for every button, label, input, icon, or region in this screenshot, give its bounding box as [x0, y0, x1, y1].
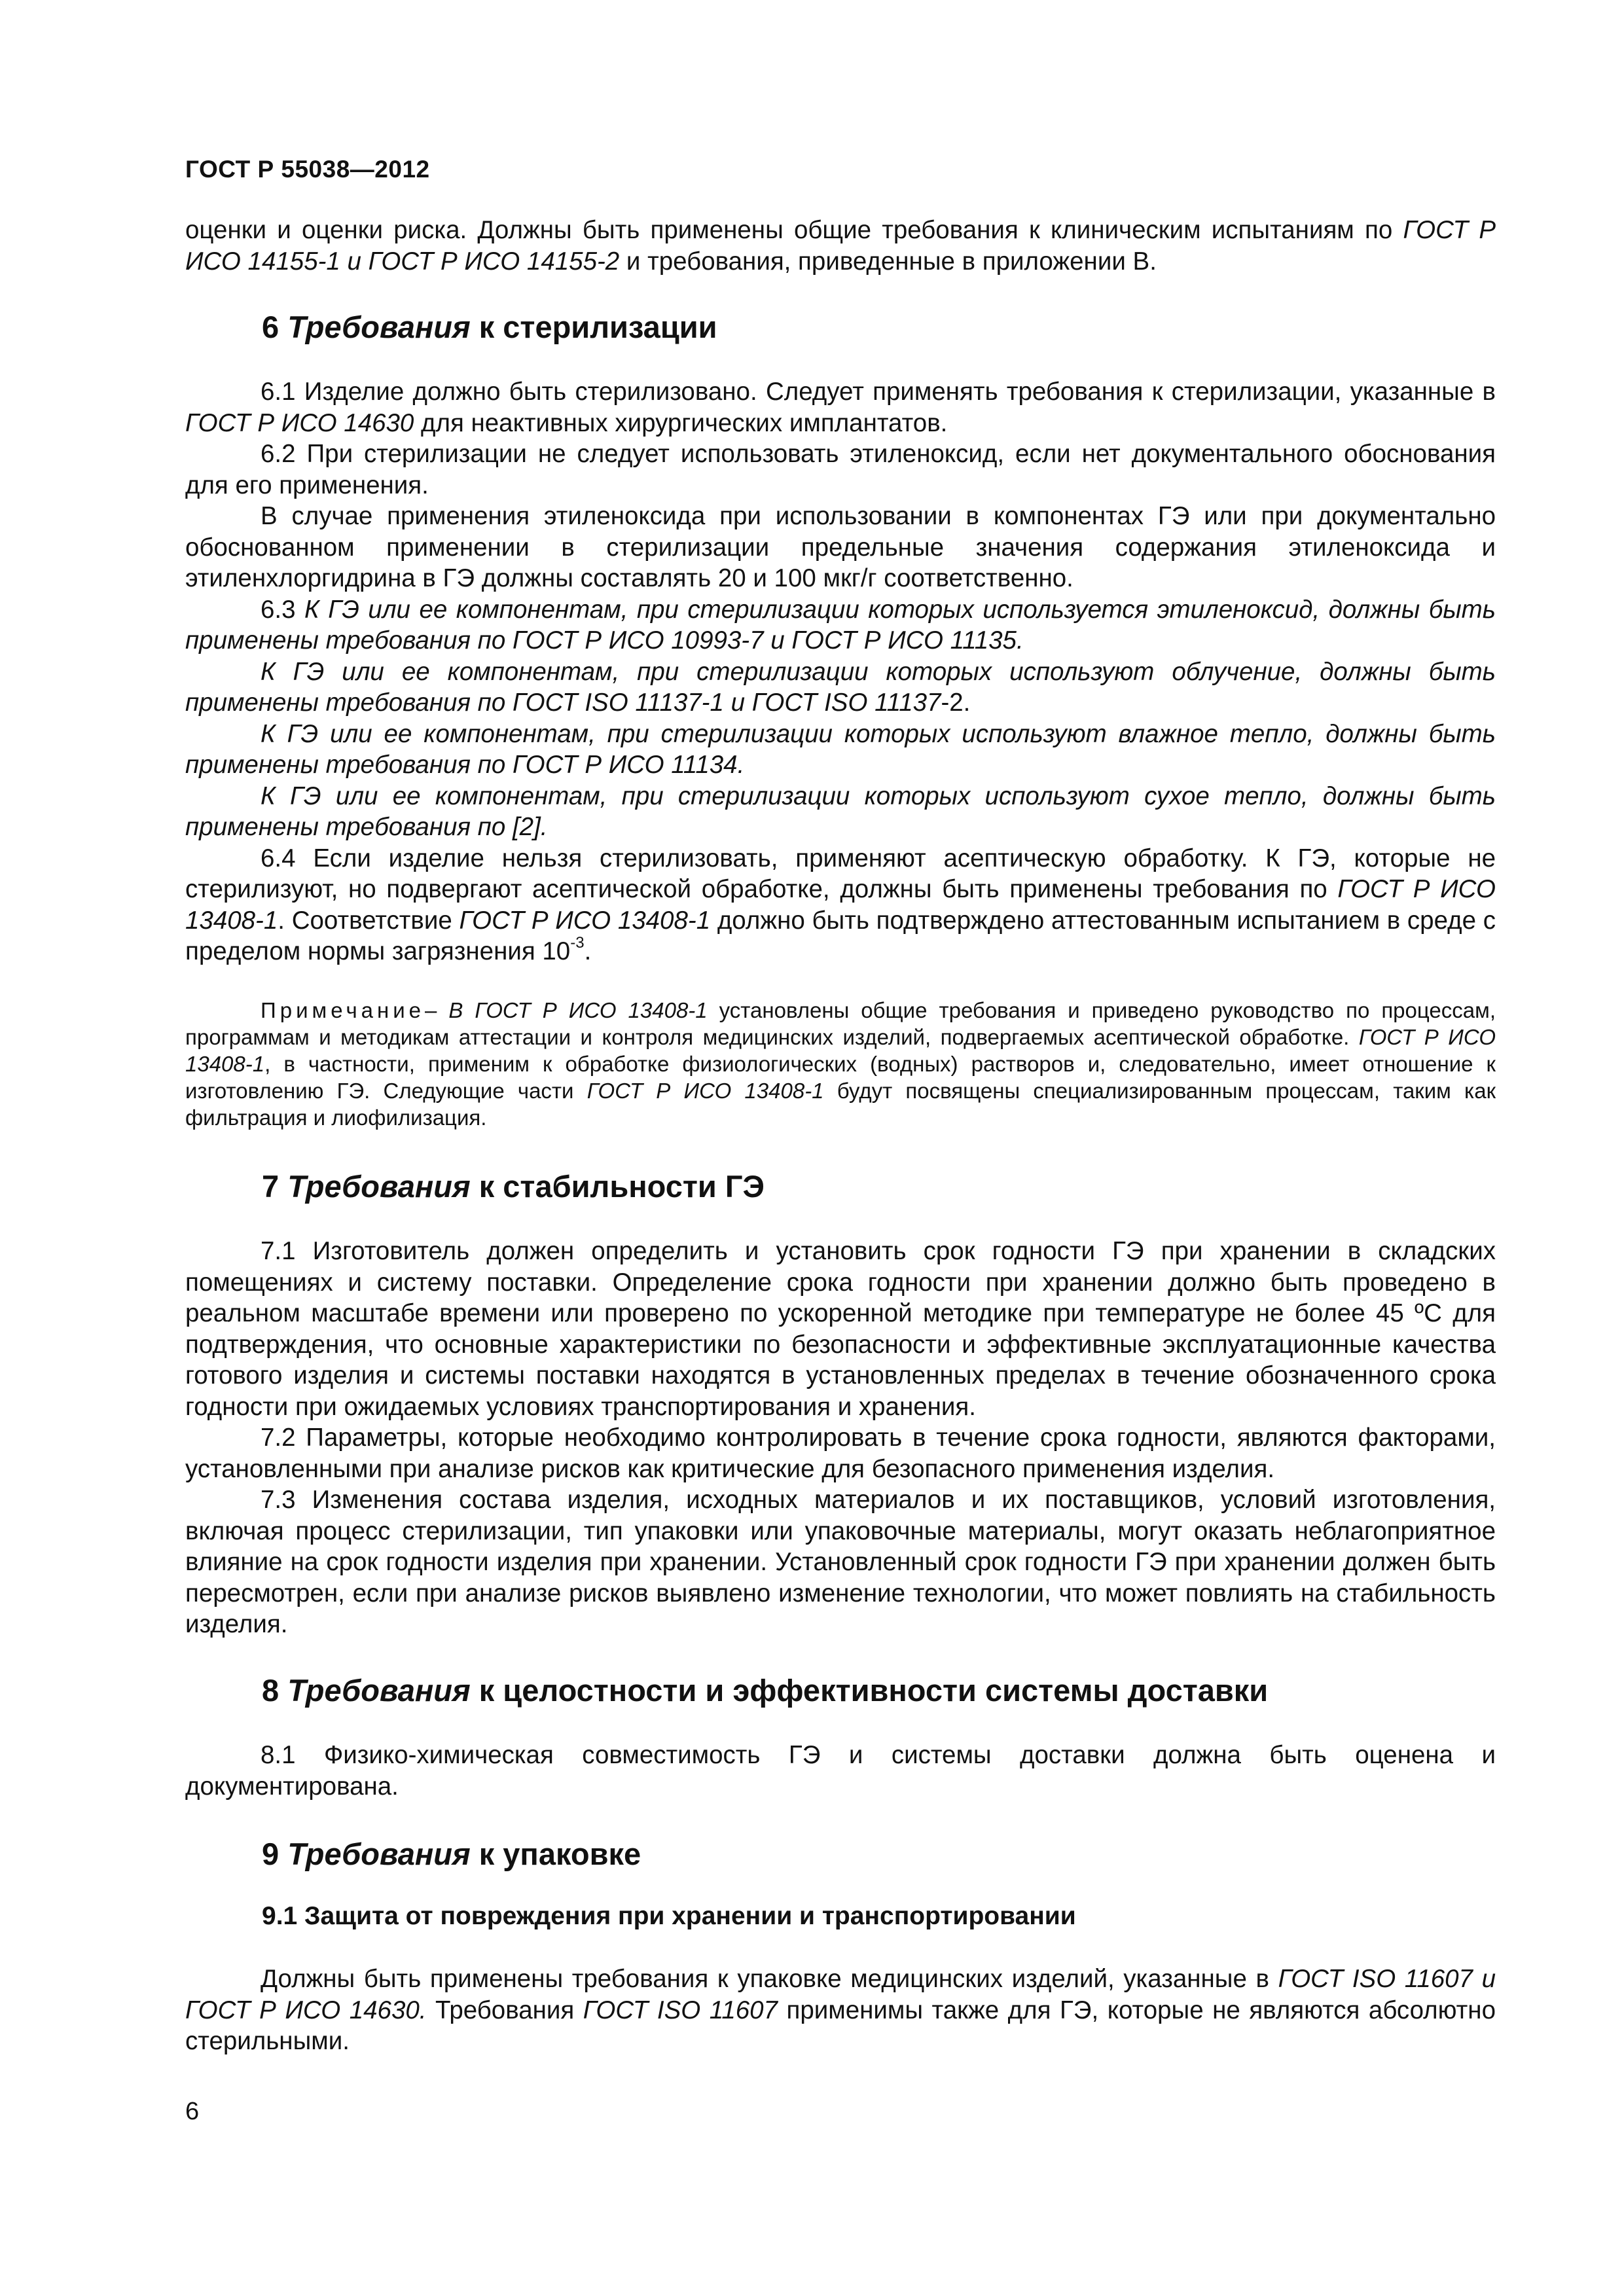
- section-6-heading: 6 Требования к стерилизации: [262, 310, 717, 344]
- section-7-heading: 7 Требования к стабильности ГЭ: [262, 1169, 765, 1204]
- paragraph-6-3-d: К ГЭ или ее компонентам, при стерилизации которых используют сухое тепло, должны быть применены требования по [2].: [185, 781, 1496, 841]
- paragraph-6-2-b: В случае применения этиленоксида при использовании в компонентах ГЭ или при документально обоснованном применении в стерилизации предельные значения содержания этиленоксида и этиленхлоргидрина в ГЭ должны составлять 20 и 100 мкг/г соответственно.: [185, 502, 1496, 592]
- paragraph-6-3-c: К ГЭ или ее компонентам, при стерилизации которых используют влажное тепло, должны быть применены требования по ГОСТ Р ИСО 11134.: [185, 719, 1496, 779]
- section-8-body: [185, 1740, 1496, 1802]
- intro-paragraph: оценки и оценки риска. Должны быть применены общие требования к клиническим испытаниям по ГОСТ Р ИСО 14155-1 и ГОСТ Р ИСО 14155-2 и требования, приведенные в приложении В.: [185, 216, 1496, 276]
- section-7-body: [185, 1236, 1496, 1640]
- section-9-heading: 9 Требования к упаковке: [262, 1837, 641, 1871]
- paragraph-9-1: Должны быть применены требования к упаковке медицинских изделий, указанные в ГОСТ ISO 11607 и ГОСТ Р ИСО 14630. Требования ГОСТ ISO 11607 применимы также для ГЭ, которые не являются абсолютно стерильными.: [185, 1965, 1496, 2055]
- paragraph-7-2: 7.2 Параметры, которые необходимо контролировать в течение срока годности, являются факторами, установленными при анализе рисков как критические для безопасного применения изделия.: [185, 1424, 1496, 1483]
- paragraph-8-1: 8.1 Физико-химическая совместимость ГЭ и системы доставки должна быть оценена и документирована.: [185, 1741, 1496, 1801]
- section-8-heading: 8 Требования к целостности и эффективности системы доставки: [262, 1673, 1269, 1708]
- paragraph-6-4: 6.4 Если изделие нельзя стерилизовать, применяют асептическую обработку. К ГЭ, которые не стерилизуют, но подвергают асептической обработке, должны быть применены требования по ГОСТ Р ИСО 13408-1. Соответствие ГОСТ Р ИСО 13408-1 должно быть подтверждено аттестованным испытанием в среде с пределом нормы загрязнения $10^{-3}$.: [185, 844, 1496, 965]
- paragraph-6-3: 6.3 К ГЭ или ее компонентам, при стерилизации которых используется этиленоксид, должны быть применены требования по ГОСТ Р ИСО 10993-7 и ГОСТ Р ИСО 11135.: [185, 595, 1496, 655]
- document-header: ГОСТ Р 55038—2012: [185, 156, 430, 183]
- subsection-9-1-heading: 9.1 Защита от повреждения при хранении и транспортировании: [262, 1902, 1076, 1930]
- paragraph-6-2: 6.2 При стерилизации не следует использовать этиленоксид, если нет документального обоснования для его применения.: [185, 440, 1496, 499]
- paragraph-6-1: 6.1 Изделие должно быть стерилизовано. Следует применять требования к стерилизации, указанные в ГОСТ Р ИСО 14630 для неактивных хирургических имплантатов.: [185, 378, 1496, 437]
- section-9-body: [185, 1964, 1496, 2057]
- page-number: 6: [185, 2098, 200, 2125]
- paragraph-6-3-b: К ГЭ или ее компонентам, при стерилизации которых используют облучение, должны быть применены требования по ГОСТ ISO 11137-1 и ГОСТ ISO 11137-2.: [185, 657, 1496, 717]
- paragraph-7-1: 7.1 Изготовитель должен определить и установить срок годности ГЭ при хранении в складских помещениях и систему поставки. Определение срока годности при хранении должно быть проведено в реальном масштабе времени или проверено по ускоренной методике при температуре не более 45 ºС для подтверждения, что основные характеристики по безопасности и эффективные эксплуатационные качества готового изделия и системы поставки находятся в установленных пределах в течение обозначенного срока годности при ожидаемых условиях транспортирования и хранения.: [185, 1237, 1496, 1421]
- paragraph-7-3: 7.3 Изменения состава изделия, исходных материалов и их поставщиков, условий изготовления, включая процесс стерилизации, тип упаковки или упаковочные материалы, могут оказать неблагоприятное влияние на срок годности изделия при хранении. Установленный срок годности ГЭ при хранении должен быть пересмотрен, если при анализе рисков выявлено изменение технологии, что может повлиять на стабильность изделия.: [185, 1486, 1496, 1638]
- section-6-body: [185, 376, 1496, 967]
- note-6: Примечание– В ГОСТ Р ИСО 13408-1 установлены общие требования и приведено руководство по процессам, программам и методикам аттестации и контроля медицинских изделий, подвергаемых асептической обработке. ГОСТ Р ИСО 13408-1, в частности, применим к обработке физиологических (водных) растворов и, следовательно, имеет отношение к изготовлению ГЭ. Следующие части ГОСТ Р ИСО 13408-1 будут посвящены специализированным процессам, таким как фильтрация и лиофилизация.: [185, 998, 1496, 1130]
